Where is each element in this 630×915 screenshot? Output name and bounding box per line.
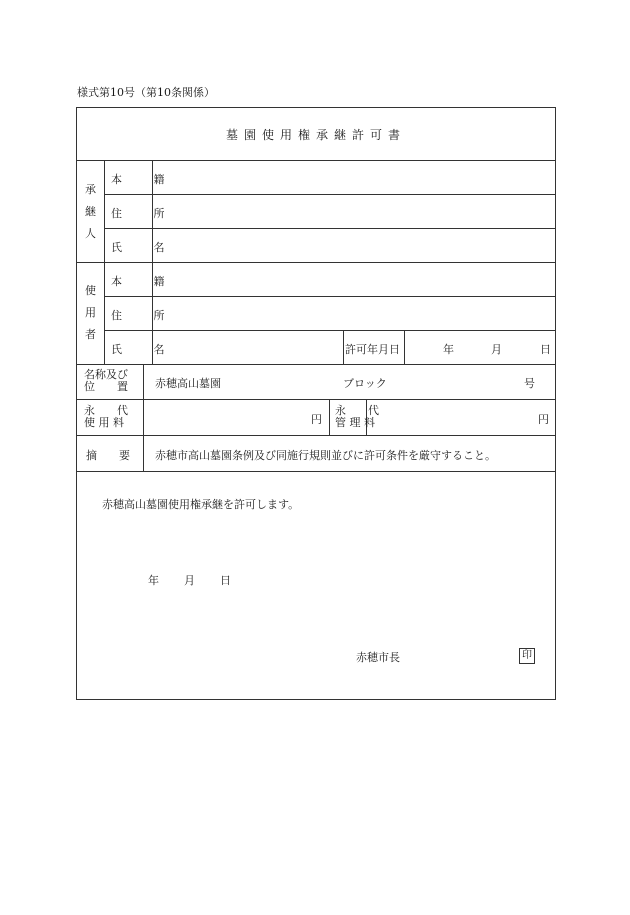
approval-date-year: 年: [148, 574, 159, 587]
perpetual-use-fee-label: [84, 405, 128, 429]
user-section-label: [77, 262, 104, 364]
perpetual-management-fee-label: [335, 405, 379, 429]
cemetery-name: 赤穂高山墓園: [155, 377, 221, 390]
summary-text: 赤穂市高山墓園条例及び同施行規則並びに許可条件を厳守すること。: [155, 449, 496, 462]
section-label-char: 継: [85, 204, 96, 218]
divider: [104, 194, 555, 195]
section-label-char: 者: [85, 328, 96, 341]
block-label: ブロック: [343, 377, 387, 390]
successor-section-label: [77, 161, 104, 262]
mgmt-fee-unit: 円: [538, 413, 549, 426]
user-domicile-label: 本 籍: [111, 275, 179, 288]
divider: [152, 161, 153, 364]
divider: [329, 399, 330, 435]
divider: [404, 330, 405, 364]
divider: [104, 296, 555, 297]
user-address-label: 住 所: [111, 309, 179, 322]
divider: [77, 471, 555, 472]
mgmt-fee-label-line2: 管 理 料: [335, 416, 375, 429]
location-label: [84, 369, 128, 393]
use-fee-unit: 円: [311, 413, 322, 426]
use-fee-label-line1: 永 代: [84, 404, 128, 417]
permit-date-month: 月: [491, 343, 502, 356]
section-label-char: 使: [85, 284, 96, 297]
divider: [77, 399, 555, 400]
issuer-title: 赤穂市長: [356, 651, 400, 664]
location-label-line2: 位 置: [84, 380, 128, 393]
divider: [343, 330, 344, 364]
successor-address-label: 住 所: [111, 207, 179, 220]
form-number: 様式第10号（第10条関係）: [77, 86, 215, 99]
section-label-char: 承: [85, 182, 96, 196]
approval-text: 赤穂高山墓園使用権承継を許可します。: [102, 498, 300, 511]
divider: [143, 364, 144, 471]
divider: [77, 435, 555, 436]
form-title: 墓園使用権承継許可書: [77, 108, 555, 161]
permit-date-label: 許可年月日: [345, 343, 400, 356]
divider: [104, 330, 555, 331]
section-label-char: 用: [85, 306, 96, 319]
permit-form: [76, 107, 556, 700]
approval-date-day: 日: [220, 574, 231, 587]
location-label-line1: 名称及び: [84, 368, 128, 381]
permit-date-year: 年: [443, 343, 454, 356]
mgmt-fee-label-line1: 永 代: [335, 404, 379, 417]
divider: [104, 161, 105, 364]
divider: [77, 262, 555, 263]
use-fee-label-line2: 使 用 料: [84, 416, 124, 429]
divider: [104, 228, 555, 229]
seal-stamp-mark: 印: [519, 648, 535, 664]
permit-date-day: 日: [540, 343, 551, 356]
user-name-label: 氏 名: [111, 343, 179, 356]
successor-name-label: 氏 名: [111, 241, 179, 254]
summary-label: 摘 要: [86, 449, 130, 462]
successor-domicile-label: 本 籍: [111, 173, 179, 186]
section-label-char: 人: [85, 226, 96, 240]
approval-date-month: 月: [184, 574, 195, 587]
number-label: 号: [524, 377, 535, 390]
divider: [77, 364, 555, 365]
